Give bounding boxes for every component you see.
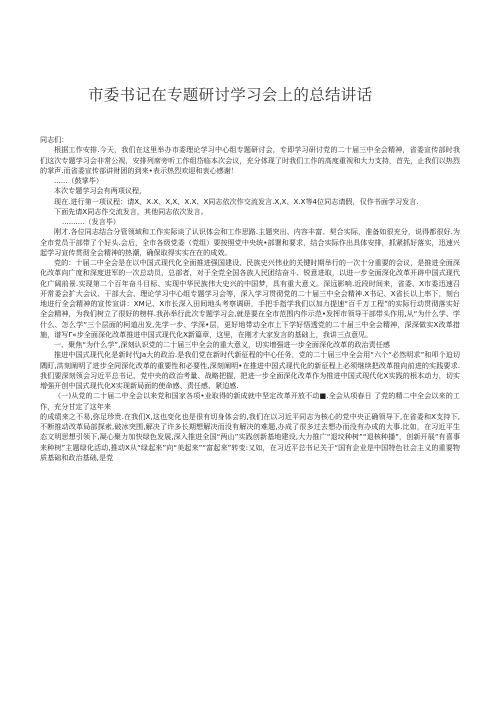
body-paragraph: 下面先请X同志作交流发言，其他同志依次发言。 <box>54 206 208 216</box>
body-paragraph: 的成绩来之不易,弥足珍贵.在我们X,这也变化也是很有切身体会的,我们在以习近平同志为核心的党中央正确领导下,在省委和X支持下,不断推动改革局部探索,破冰突围,解决了许多长期想解决而没有解决的难题,办成了很多过去想办而没有办成的大事.比如，在习近平生态文明思想引领下,凝心聚力加快绿色发展,深入推进全国“两山”实践创新基地建设,大力推广“退坟种树”“退核种播”，创新开展“有喜事来种树”主题绿化活动,推动X从“绿起来”向“美起来”“富起来”转变:又如，在习近平总书记关于“国有企业是中国特色社会主义的重要物质基础和政治基础,是党 <box>40 411 460 462</box>
body-paragraph: 本次专题学习会有两项议程， <box>54 186 147 196</box>
body-paragraph: ..........（发言毕） <box>62 217 121 226</box>
body-paragraph: （一)从党的二十届二中全会以来党和国家各项•业取得的新成就中坚定改革开放不动■.全会从项春日 了党的精二中全会以来的工作，充分甘定了这年来 <box>40 391 460 411</box>
body-paragraph: 根据工作安排.今天，我们在这里举办市委理论学习中心组专题研讨会，专即学习研讨党的二十届三中全会精神，省委宣传部时我们这次专题学习会非常公视，安排列席旁听工作组岱临本次会议，充分体现了时我们工作的高度重视和大力支持，首先，止我们以热烈的掌声.而省委宣传部讲财团的到来•表示热烈欢迎和衷心感谢！ <box>40 145 460 175</box>
document-title: 市委书记在专题研讨学习会上的总结讲话 <box>88 86 373 104</box>
body-paragraph: 一、聚焦“为什么学”,深刻认识党的二十届三中全会的重大意义，切实增强进一步全面深化改革的政治责任感 <box>54 340 390 349</box>
body-paragraph: ......（鼓掌毕） <box>54 176 103 185</box>
body-paragraph: 党的：十届二中全会是在以中国式现代化全面推进强国建设、民族史兴伟业的关键时期举行的一次十分重要的会议，是推进全面深化改革向广度和深度进军的一次总动员、总部者，对于全党全国各族人民团结奋斗、锐意进取，以进一步全面深化改革开辟中国式现代化广阔前景.实现第二个百年奋斗目标、实现中华民族伟大史兴的中国梦，具有重大意义。深远影响.近段时间来，省委、X市委迅速召开常委会扩大会议、干部大会、理论学习中心组专题学习会等，深入学习贯彻党的二十届三中全会精神.X书记、X省长以上率下，刻台地进行全会精神的宣传宣讲：XM记、X市长深入田间地头考察调研，手把手指学我们以加力提速“百千万工程”的实际行动贯彻落实好全会精神，为我们树立了很好的榜样.我孙举行此次专题学习会,就是要在全市范围内作示范•发挥市领导干部带头作用,从“为什么学、学什么、怎么学”三个层面的柯道出发,先学一步、学深•层，更好地带动全市上下学好悟透党的二十届三中全会精神，深深做实X改革措施，谱写Γ«步全面深化改革推进中国式现代化X新篇章，这里，在刚才大家发言的基础上，我讲三点意见。 <box>40 258 460 339</box>
body-paragraph: 刚才.各位同志结合分管领域和工作实际谈了认识体会和工作思路.主题突出、内容丰富、契合实际，准备如很充分，说得都很好.为全市党员干部带了个好头.会后，全市各级党委（党组）要按照党中央统•部署和要求，结合实际作出具体安排，抓紧抓好落实，迅速兴起学习宣传贯彻全会精神的热潮，确保取得实实在在的成效。 <box>40 227 460 257</box>
body-paragraph: 现在.进行第一项议程：请X、X.X、X,X、X.X、X同志依次作交流发言.X,X、X.X等4位同志请假，仅作书面学习发言. <box>54 196 419 206</box>
salutation: 同志们： <box>40 135 69 144</box>
document-body <box>40 135 460 463</box>
body-paragraph: 推进中国式现代化是新时代Ja大的政治.是我们党在新时代新征程的中心任务，党的二十届三中全会用“六个“必然明求”和叩个迫切隅盯,洪刻阐明了进步全同深化改革的重要性和必要性,深刻阐明•在推进中国式现代化的新征程上必须继续把改革推向前进的实践要求.我们要深刻领会习近平总书记、党中央的政治考量、战略把握，把进一步全面深化改革作为推进中国式现代化X实践的根本动力，切实增强开创中国式现代化X实现新局面的使命感、责任感、紧迫感. <box>40 350 460 390</box>
